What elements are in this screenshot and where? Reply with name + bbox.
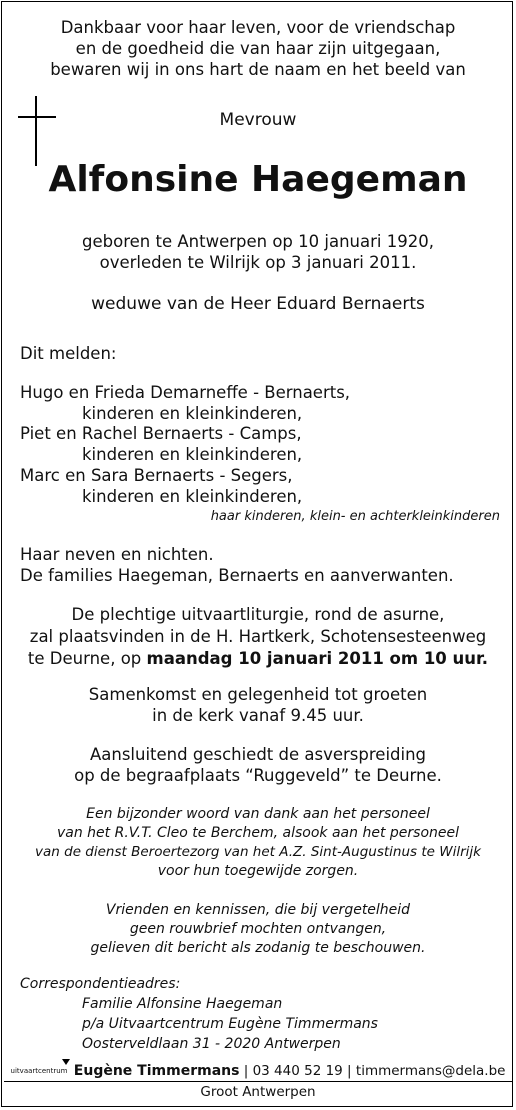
family-name-2: Piet en Rachel Bernaerts - Camps, — [20, 424, 302, 443]
correspondence-line-3: Oosterveldlaan 31 - 2020 Antwerpen — [82, 1036, 341, 1052]
grandchildren-line: haar kinderen, klein- en achterkleinkinderen — [210, 509, 500, 524]
scattering-line-1: Aansluitend geschiedt de asverspreiding — [89, 745, 427, 764]
intro-line-1: Dankbaar voor haar leven, voor de vriendschap — [60, 18, 456, 37]
family-sub-2: kinderen en kleinkinderen, — [82, 445, 303, 464]
footer-divider — [4, 1081, 512, 1082]
liturgy-datetime: maandag 10 januari 2011 om 10 uur. — [146, 649, 489, 668]
birth-line: geboren te Antwerpen op 10 januari 1920, — [82, 232, 434, 251]
cross-icon — [18, 96, 56, 166]
deceased-name: Alfonsine Haegeman — [48, 159, 468, 200]
announce-label: Dit melden: — [20, 344, 117, 363]
liturgy-line-3 — [0, 649, 516, 669]
correspondence-line-2: p/a Uitvaartcentrum Eugène Timmermans — [82, 1016, 378, 1032]
footer-contact: | 03 440 52 19 | timmermans@dela.be — [243, 1063, 506, 1079]
liturgy-line-3-pre: te Deurne, op — [27, 649, 147, 668]
triangle-icon — [62, 1059, 70, 1065]
family-name-1: Hugo en Frieda Demarneffe - Bernaerts, — [20, 383, 351, 402]
scattering-line-2: op de begraafplaats “Ruggeveld” te Deurne. — [74, 766, 442, 785]
meeting-line-2: in de kerk vanaf 9.45 uur. — [152, 706, 364, 725]
liturgy-line-2: zal plaatsvinden in de H. Hartkerk, Schotensesteenweg — [29, 627, 487, 646]
friends-line-2: geen rouwbrief mochten ontvangen, — [129, 921, 387, 937]
thanks-line-3: van de dienst Beroertezorg van het A.Z. Sint-Augustinus te Wilrijk — [35, 844, 481, 860]
relatives-line-2: De families Haegeman, Bernaerts en aanverwanten. — [20, 566, 454, 585]
intro-line-2: en de goedheid die van haar zijn uitgegaan, — [75, 39, 441, 58]
family-sub-1: kinderen en kleinkinderen, — [82, 404, 303, 423]
thanks-line-1: Een bijzonder woord van dank aan het personeel — [86, 806, 430, 822]
correspondence-label: Correspondentieadres: — [20, 976, 181, 992]
friends-line-1: Vrienden en kennissen, die bij vergetelheid — [105, 902, 411, 918]
family-name-3: Marc en Sara Bernaerts - Segers, — [20, 466, 293, 485]
footer-bar — [0, 1062, 516, 1080]
widow-line: weduwe van de Heer Eduard Bernaerts — [91, 294, 425, 314]
friends-line-3: gelieven dit bericht als zodanig te beschouwen. — [90, 940, 426, 956]
footer-brand: Eugène Timmermans — [73, 1063, 240, 1079]
footer-prefix: uitvaartcentrum — [10, 1067, 68, 1075]
thanks-line-2: van het R.V.T. Cleo te Berchem, alsook aan het personeel — [56, 825, 459, 841]
relatives-line-1: Haar neven en nichten. — [20, 545, 214, 564]
salutation: Mevrouw — [219, 110, 297, 130]
liturgy-line-1: De plechtige uitvaartliturgie, rond de asurne, — [71, 605, 445, 624]
intro-line-3: bewaren wij in ons hart de naam en het beeld van — [50, 60, 466, 79]
death-line: overleden te Wilrijk op 3 januari 2011. — [99, 253, 417, 272]
family-sub-3: kinderen en kleinkinderen, — [82, 487, 303, 506]
thanks-line-4: voor hun toegewijde zorgen. — [157, 863, 359, 879]
meeting-line-1: Samenkomst en gelegenheid tot groeten — [88, 685, 428, 704]
correspondence-line-1: Familie Alfonsine Haegeman — [82, 996, 283, 1012]
footer-region: Groot Antwerpen — [200, 1084, 316, 1100]
